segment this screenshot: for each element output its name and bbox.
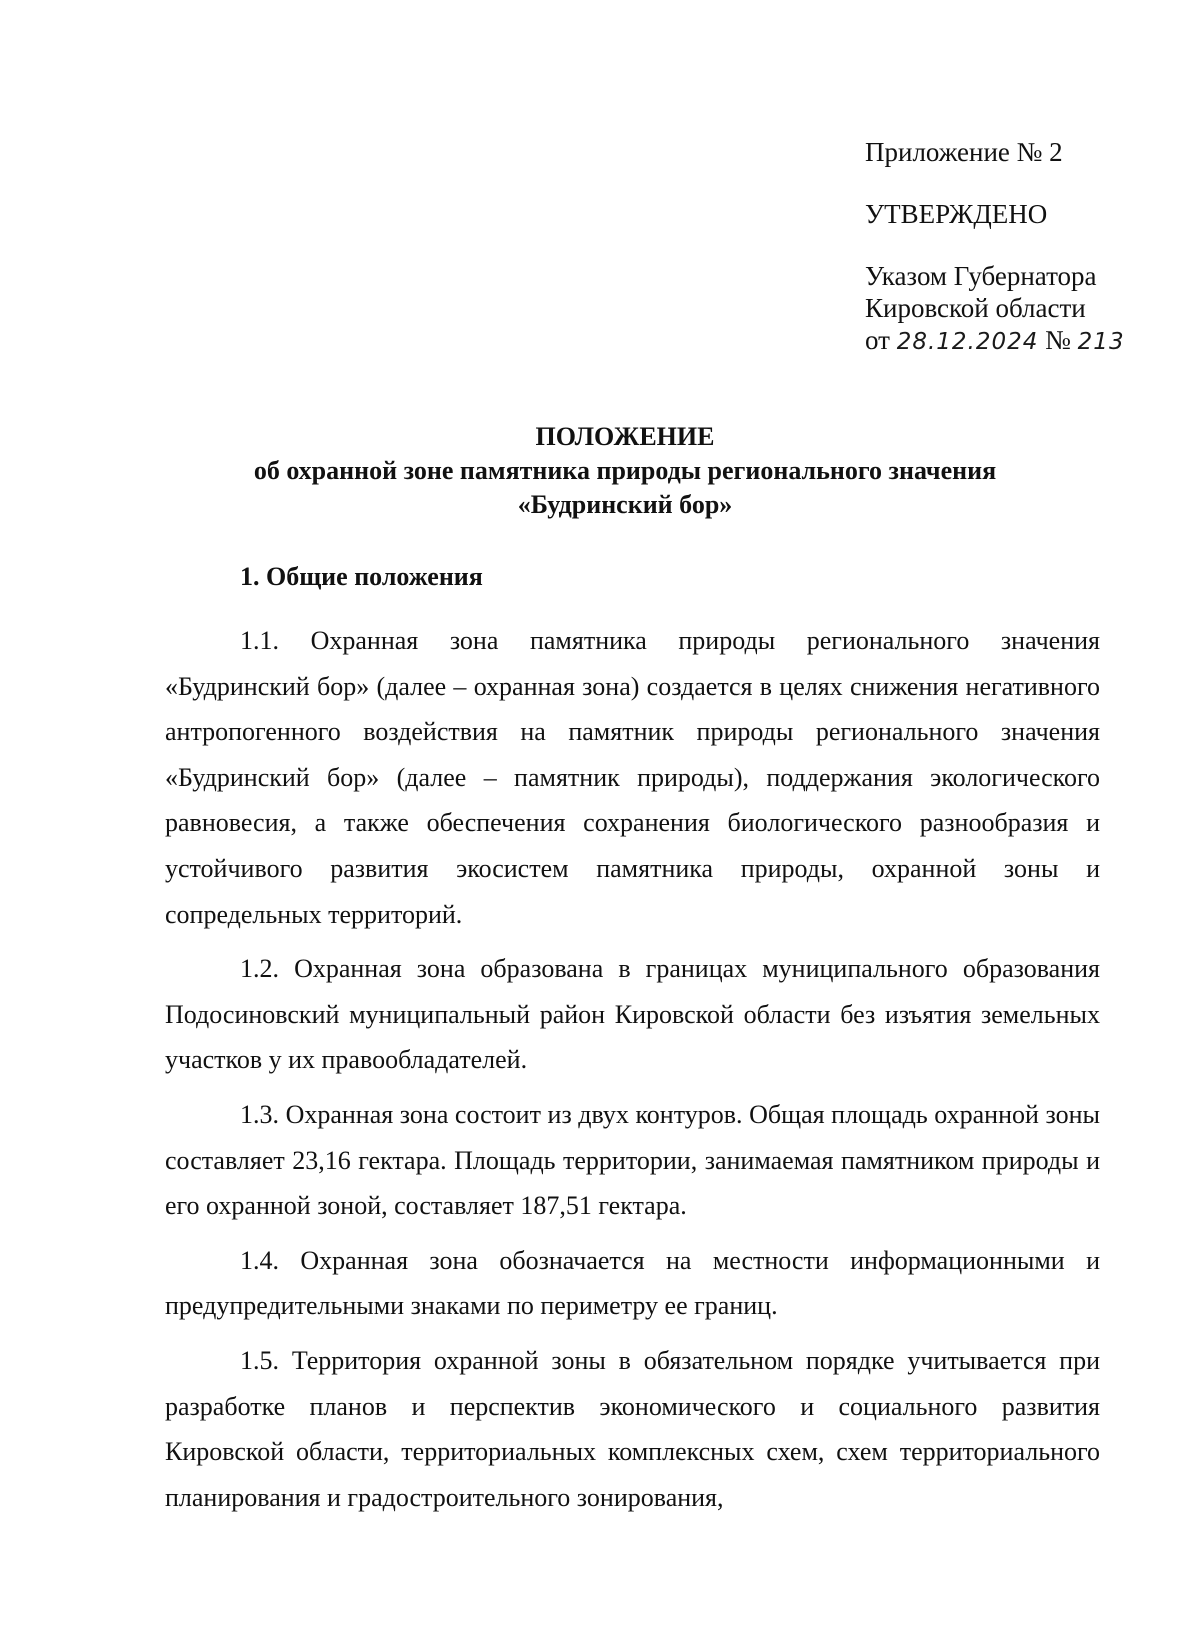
date-prefix: от: [865, 325, 897, 355]
appendix-label: Приложение № 2: [865, 137, 1063, 167]
document-title-block: [160, 420, 1090, 522]
handwritten-number: 213: [1077, 329, 1125, 355]
document-subtitle-line-2: «Будринский бор»: [517, 490, 733, 519]
approved-label: УТВЕРЖДЕНО: [865, 199, 1048, 229]
number-prefix: №: [1038, 325, 1078, 355]
section-heading: 1. Общие положения: [240, 562, 483, 591]
paragraph-1-2: 1.2. Охранная зона образована в границах муниципального образования Подосиновский муниципальный район Кировской области без изъятия земельных участков у их правообладателей.: [165, 954, 1100, 1075]
approval-stamp-block: [865, 136, 1125, 358]
document-title: ПОЛОЖЕНИЕ: [535, 422, 715, 451]
decree-date-line: [865, 324, 1125, 358]
section-body: [165, 618, 1100, 1529]
paragraph-1-4: 1.4. Охранная зона обозначается на местности информационными и предупредительными знаками по периметру ее границ.: [165, 1245, 1100, 1321]
document-subtitle-line-1: об охранной зоне памятника природы регионального значения: [253, 456, 997, 485]
paragraph-1-5: 1.5. Территория охранной зоны в обязательном порядке учитывается при разработке планов и перспектив экономического и социального развития Кировской области, территориальных комплексных схем, схем территориального планирования и градостроительного зонирования,: [165, 1345, 1100, 1512]
paragraph-1-3: 1.3. Охранная зона состоит из двух контуров. Общая площадь охранной зоны составляет 23,16 гектара. Площадь территории, занимаемая памятником природы и его охранной зоной, составляет 187,51 гектара.: [165, 1099, 1100, 1221]
paragraph-1-1: 1.1. Охранная зона памятника природы регионального значения «Будринский бор» (далее – охранная зона) создается в целях снижения негативного антропогенного воздействия на памятник природы регионального значения «Будринский бор» (далее – памятник природы), поддержания экологического равновесия, а также обеспечения сохранения биологического разнообразия и устойчивого развития экосистем памятника природы, охранной зоны и сопредельных территорий.: [165, 626, 1100, 929]
decree-line-1: Указом Губернатора: [865, 261, 1097, 291]
decree-line-2: Кировской области: [865, 293, 1086, 323]
handwritten-date: 28.12.2024: [896, 329, 1039, 355]
